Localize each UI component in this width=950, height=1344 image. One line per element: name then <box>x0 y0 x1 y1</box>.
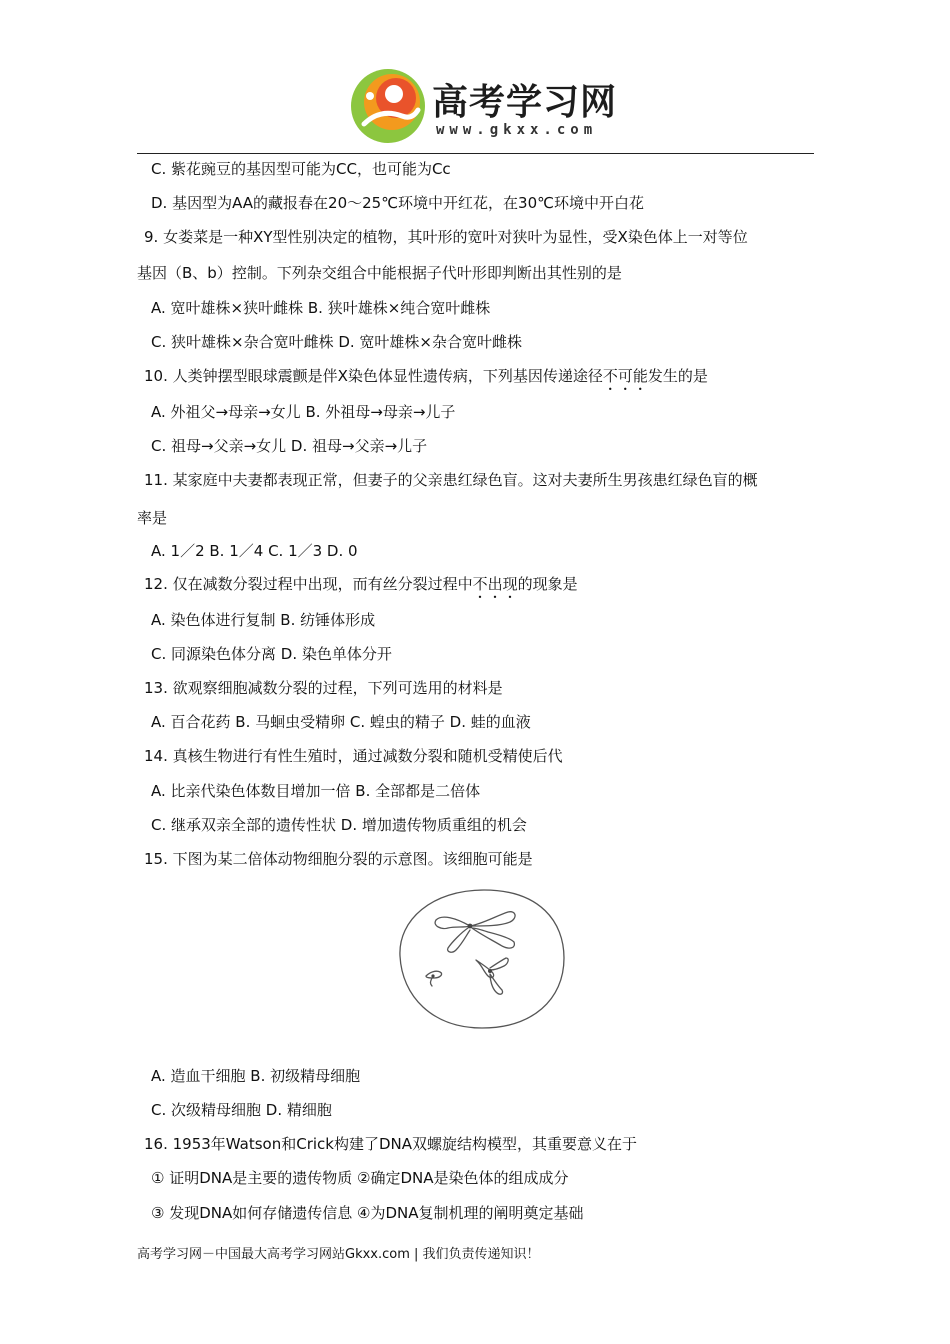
options-cd-q12: C. 同源染色体分离 D. 染色单体分开 <box>151 645 392 663</box>
question-10-stem <box>144 365 708 394</box>
options-ab-q10: A. 外祖父→母亲→女儿 B. 外祖母→母亲→儿子 <box>151 403 456 421</box>
logo-url: www.gkxx.com <box>436 122 598 138</box>
statements-34-q16: ③ 发现DNA如何存储遗传信息 ④为DNA复制机理的阐明奠定基础 <box>151 1204 584 1222</box>
statements-12-q16: ① 证明DNA是主要的遗传物质 ②确定DNA是染色体的组成成分 <box>151 1169 569 1187</box>
question-12-stem <box>144 573 578 602</box>
options-q11: A. 1／2 B. 1／4 C. 1／3 D. 0 <box>151 542 358 560</box>
page-footer: 高考学习网－中国最大高考学习网站Gkxx.com | 我们负责传递知识！ <box>137 1247 540 1262</box>
options-cd-q9: C. 狭叶雄株×杂合宽叶雌株 D. 宽叶雄株×杂合宽叶雌株 <box>151 333 523 351</box>
question-11-stem-cont: 率是 <box>137 509 168 527</box>
logo-title: 高考学习网 <box>432 82 618 123</box>
options-cd-q14: C. 继承双亲全部的遗传性状 D. 增加遗传物质重组的机会 <box>151 816 527 834</box>
q10-text-end: 发生的是 <box>647 367 708 385</box>
option-c-q8: C. 紫花豌豆的基因型可能为CC，也可能为Cc <box>151 160 451 178</box>
options-ab-q15: A. 造血干细胞 B. 初级精母细胞 <box>151 1067 361 1085</box>
q10-text: 10. 人类钟摆型眼球震颤是伴X染色体显性遗传病，下列基因传递途径 <box>144 367 603 385</box>
site-logo[interactable] <box>346 62 616 148</box>
question-9-stem-cont: 基因（B、b）控制。下列杂交组合中能根据子代叶形即判断出其性别的是 <box>137 264 622 282</box>
cell-membrane <box>400 890 564 1028</box>
options-ab-q12: A. 染色体进行复制 B. 纺锤体形成 <box>151 611 376 629</box>
options-ab-q9: A. 宽叶雄株×狭叶雌株 B. 狭叶雄株×纯合宽叶雌株 <box>151 299 491 317</box>
question-16-stem: 16. 1953年Watson和Crick构建了DNA双螺旋结构模型，其重要意义在于 <box>144 1135 638 1153</box>
options-cd-q15: C. 次级精母细胞 D. 精细胞 <box>151 1101 332 1119</box>
question-9-stem: 9. 女娄菜是一种XY型性别决定的植物，其叶形的宽叶对狭叶为显性，受X染色体上一对等位 <box>144 228 748 246</box>
question-13-stem: 13. 欲观察细胞减数分裂的过程，下列可选用的材料是 <box>144 679 503 697</box>
cell-division-figure <box>392 884 572 1034</box>
options-ab-q14: A. 比亲代染色体数目增加一倍 B. 全部都是二倍体 <box>151 782 481 800</box>
question-11-stem: 11. 某家庭中夫妻都表现正常，但妻子的父亲患红绿色盲。这对夫妻所生男孩患红绿色盲的概 <box>144 471 758 489</box>
question-15-stem: 15. 下图为某二倍体动物细胞分裂的示意图。该细胞可能是 <box>144 850 533 868</box>
header-divider <box>137 153 814 154</box>
page-header <box>0 0 950 150</box>
question-14-stem: 14. 真核生物进行有性生殖时，通过减数分裂和随机受精使后代 <box>144 747 563 765</box>
option-d-q8: D. 基因型为AA的藏报春在20～25℃环境中开红花，在30℃环境中开白花 <box>151 194 644 212</box>
q12-text-end: 的现象是 <box>517 575 578 593</box>
q12-emphasis: 不出现 <box>472 575 518 593</box>
chromosome-large-pair <box>435 912 515 929</box>
logo-emblem-icon <box>346 66 430 146</box>
options-cd-q10: C. 祖母→父亲→女儿 D. 祖母→父亲→儿子 <box>151 437 428 455</box>
q12-text: 12. 仅在减数分裂过程中出现，而有丝分裂过程中 <box>144 575 473 593</box>
q10-emphasis: 不可能 <box>602 367 648 385</box>
options-q13: A. 百合花药 B. 马蛔虫受精卵 C. 蝗虫的精子 D. 蛙的血液 <box>151 713 531 731</box>
